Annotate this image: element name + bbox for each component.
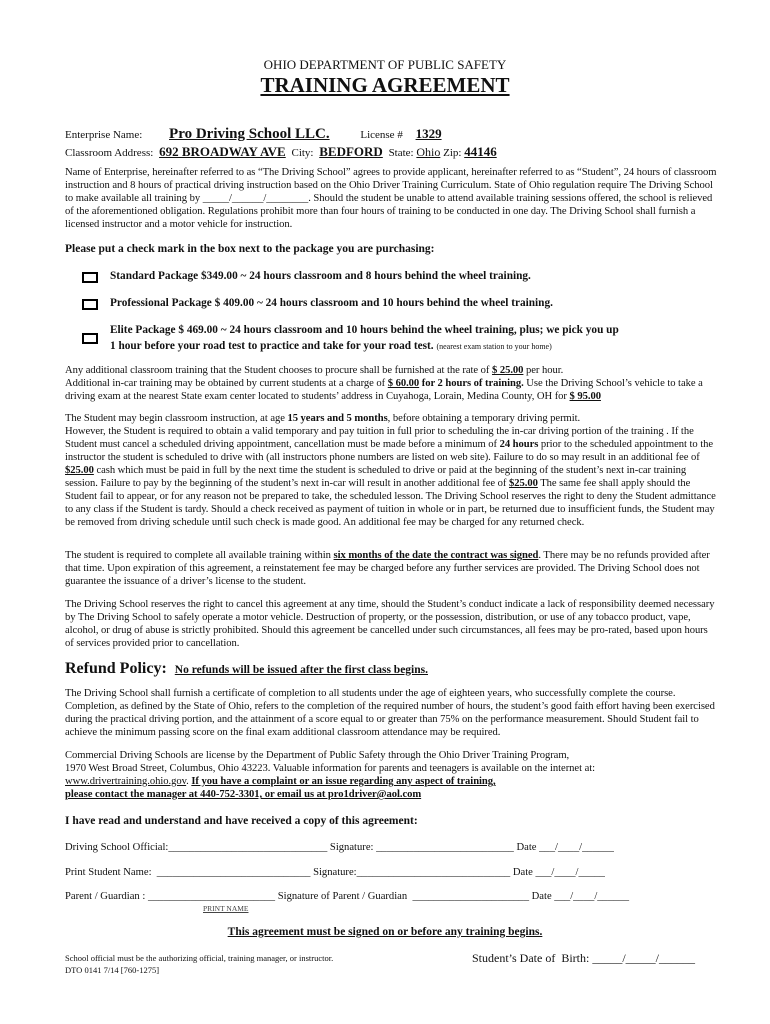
parent-signature-line[interactable]: Parent / Guardian : ________________________ Signature of Parent / Guardian ______________________ Date ___/____/______ bbox=[65, 891, 630, 902]
address-label: Classroom Address: bbox=[65, 147, 154, 159]
paragraph-text: . bbox=[186, 776, 192, 787]
student-signature-line[interactable]: Print Student Name: _____________________________ Signature:_____________________________ Date ___/____/_____ bbox=[65, 867, 605, 878]
intro-paragraph bbox=[65, 166, 717, 231]
enterprise-row bbox=[65, 126, 452, 143]
scheduling-paragraph bbox=[65, 412, 717, 529]
print-name-caption: PRINT NAME bbox=[203, 904, 249, 913]
paragraph-text: The Driving School reserves the right to cancel this agreement at any time, should the Student’s conduct indicate a lack of responsibility deemed necessary by The Driving School to safely operate a motor vehicle. Destruction of property, or the possession, distribution, or use of any tobacco product, vape, alcohol, or drug of abuse is strictly prohibited. Should this agreement be cancelled under such circumstances, all fees may be pro-rated, based upon hours of services provided prior to cancellation. bbox=[65, 599, 715, 649]
official-note: School official must be the authorizing official, training manager, or instructor. bbox=[65, 953, 334, 963]
paragraph-text: Any additional classroom training that the Student chooses to procure shall be furnished at the rate of bbox=[65, 365, 492, 376]
paragraph-text: 1970 West Broad Street, Columbus, Ohio 43223. Valuable information for parents and teenagers is available on the internet at: bbox=[65, 763, 596, 774]
elite-package-label-cont: 1 hour before your road test to practice and take for your road test. bbox=[110, 340, 434, 352]
emphasized-text: please contact the manager at 440-752-3301, or email us at pro1driver@aol.com bbox=[65, 789, 422, 800]
must-sign-notice: This agreement must be signed on or before any training begins. bbox=[227, 926, 543, 938]
paragraph-text: Additional in-car training may be obtained by current students at a charge of bbox=[65, 378, 388, 389]
paragraph-text: The Student may begin classroom instruction, at age bbox=[65, 413, 288, 424]
standard-package-label: Standard Package $349.00 ~ 24 hours classroom and 8 hours behind the wheel training. bbox=[110, 270, 531, 282]
paragraph-text: prior to the scheduled appointment to the instructor the student is scheduled to drive with (all instructors phone numbers are listed on web site). Failure to do so may result in an additional fee of bbox=[65, 439, 714, 463]
emphasized-text: $25.00 bbox=[65, 465, 94, 476]
paragraph-text: _____/______/________ bbox=[202, 193, 309, 204]
city-value[interactable]: BEDFORD bbox=[319, 144, 383, 159]
emphasized-text[interactable]: www.drivertraining.ohio.gov bbox=[65, 776, 187, 787]
emphasized-text: $25.00 bbox=[509, 478, 538, 489]
license-value[interactable]: 1329 bbox=[415, 126, 442, 141]
enterprise-name-value[interactable]: Pro Driving School LLC. bbox=[169, 126, 330, 142]
completion-paragraph bbox=[65, 549, 717, 588]
paragraph-text: Name of Enterprise, hereinafter referred to as “The Driving School” agrees to provide applicant, hereinafter referred to as “Student”, 24 hours of classroom instruction and 8 hours of practical driving instruction based on the Ohio Driver Training Curriculum. State of Ohio regulation require The Driving School to make available all training by bbox=[65, 167, 717, 204]
elite-package-note: (nearest exam station to your home) bbox=[436, 342, 552, 351]
emphasized-text: 24 hours bbox=[499, 439, 539, 450]
refund-policy-text: No refunds will be issued after the first class begins. bbox=[174, 664, 429, 676]
elite-package-label: Elite Package $ 469.00 ~ 24 hours classroom and 10 hours behind the wheel training, plus; we pick you up bbox=[110, 324, 619, 336]
paragraph-text: , before obtaining a temporary driving permit. bbox=[387, 413, 581, 424]
paragraph-text: per hour. bbox=[523, 365, 564, 376]
zip-label: Zip: bbox=[443, 147, 462, 159]
certificate-paragraph bbox=[65, 687, 717, 739]
emphasized-text: $ 60.00 bbox=[387, 378, 420, 389]
professional-package-label: Professional Package $ 409.00 ~ 24 hours classroom and 10 hours behind the wheel training. bbox=[110, 297, 553, 309]
official-signature-line[interactable]: Driving School Official:______________________________ Signature: __________________________ Date ___/____/______ bbox=[65, 842, 614, 853]
paragraph-text: The Driving School shall furnish a certificate of completion to all students under the age of eighteen years, who successfully complete the course. Completion, as defined by the State of Ohio, refers to the completion of the required number of hours, the student’s good faith effort having been exercised during the practical driving portion, and the attainment of a score equal to or greater than 75% on the performance measurement. Should Student fail to achieve the minimum passing score on the final exam additional classroom attendance may be required. bbox=[65, 688, 715, 738]
package-prompt: Please put a check mark in the box next to the package you are purchasing: bbox=[65, 243, 435, 255]
paragraph-text: However, the Student is required to obtain a valid temporary and pay tuition in full prior to scheduling the in-car driving portion of the training . If the Student must cancel a scheduled driving appointment, cancellation must be made before a minimum of bbox=[65, 426, 694, 450]
form-number: DTO 0141 7/14 [760-1275] bbox=[65, 965, 160, 975]
emphasized-text: 15 years and 5 months bbox=[287, 413, 388, 424]
state-value[interactable]: Ohio bbox=[416, 145, 441, 159]
refund-policy-label: Refund Policy: bbox=[65, 660, 167, 677]
additional-training-paragraph bbox=[65, 364, 717, 403]
refund-policy bbox=[65, 660, 428, 678]
paragraph-text: The same fee shall apply should the Student fail to appear, or for any reason not be prepared to take, the scheduled lesson. The Driving School reserves the right to deny the Student admittance to any class if the Student is tardy. Should a check received as payment of tuition in whole or in part, be returned due to insufficient funds, the Student may be removed from driving schedule until such check is made good. An additional fee may be charged for any returned check. bbox=[65, 478, 716, 528]
acknowledgement-heading: I have read and understand and have received a copy of this agreement: bbox=[65, 815, 418, 827]
emphasized-text: If you have a complaint or an issue regarding any aspect of training, bbox=[191, 776, 496, 787]
student-dob-field[interactable]: Student’s Date of Birth: _____/_____/______ bbox=[472, 951, 695, 965]
cancellation-paragraph bbox=[65, 598, 717, 650]
department-heading: OHIO DEPARTMENT OF PUBLIC SAFETY bbox=[263, 57, 507, 72]
address-value[interactable]: 692 BROADWAY AVE bbox=[159, 144, 286, 159]
emphasized-text: for 2 hours of training. bbox=[419, 378, 524, 389]
page-title: TRAINING AGREEMENT bbox=[260, 73, 510, 97]
city-label: City: bbox=[291, 147, 314, 159]
paragraph-text: Use the Driving School’s vehicle to take a driving exam at the nearest State exam center located to students’ address in Cuyahoga, Lorain, Medina County, OH for bbox=[65, 378, 703, 402]
emphasized-text: $ 25.00 bbox=[491, 365, 524, 376]
paragraph-text: . There may be no refunds provided after that time. Upon expiration of this agreement, a reinstatement fee may be charged before any further services are provided. The Driving School does not guarantee the issuance of a driver’s license to the student. bbox=[65, 550, 710, 587]
commercial-schools-paragraph bbox=[65, 749, 717, 801]
zip-value[interactable]: 44146 bbox=[464, 144, 497, 159]
standard-package-checkbox[interactable] bbox=[82, 272, 98, 283]
elite-package-checkbox[interactable] bbox=[82, 333, 98, 344]
professional-package-checkbox[interactable] bbox=[82, 299, 98, 310]
paragraph-text: cash which must be paid in full by the next time the student is scheduled to drive or paid at the beginning of the student’s next in-car training session. Failure to pay by the beginning of the student’s next in-car will result in another additional fee of bbox=[65, 465, 687, 489]
address-row bbox=[65, 144, 497, 160]
paragraph-text: . Should the student be unable to attend available training sessions offered, the school is relieved of the aforementioned obligation. Regulations prohibit more than four hours of training to be conducted in one day. The Driving School shall furnish a licensed instructor and a motor vehicle for instruction. bbox=[65, 193, 713, 230]
state-label: State: bbox=[388, 147, 414, 159]
license-label: License # bbox=[360, 129, 403, 141]
emphasized-text: $ 95.00 bbox=[569, 391, 601, 402]
paragraph-text: The student is required to complete all available training within bbox=[65, 550, 334, 561]
emphasized-text: six months of the date the contract was signed bbox=[333, 550, 539, 561]
elite-package-label-line2 bbox=[110, 339, 552, 354]
paragraph-text: Commercial Driving Schools are license by the Department of Public Safety through the Ohio Driver Training Program, bbox=[65, 750, 570, 761]
enterprise-name-label: Enterprise Name: bbox=[65, 129, 143, 141]
